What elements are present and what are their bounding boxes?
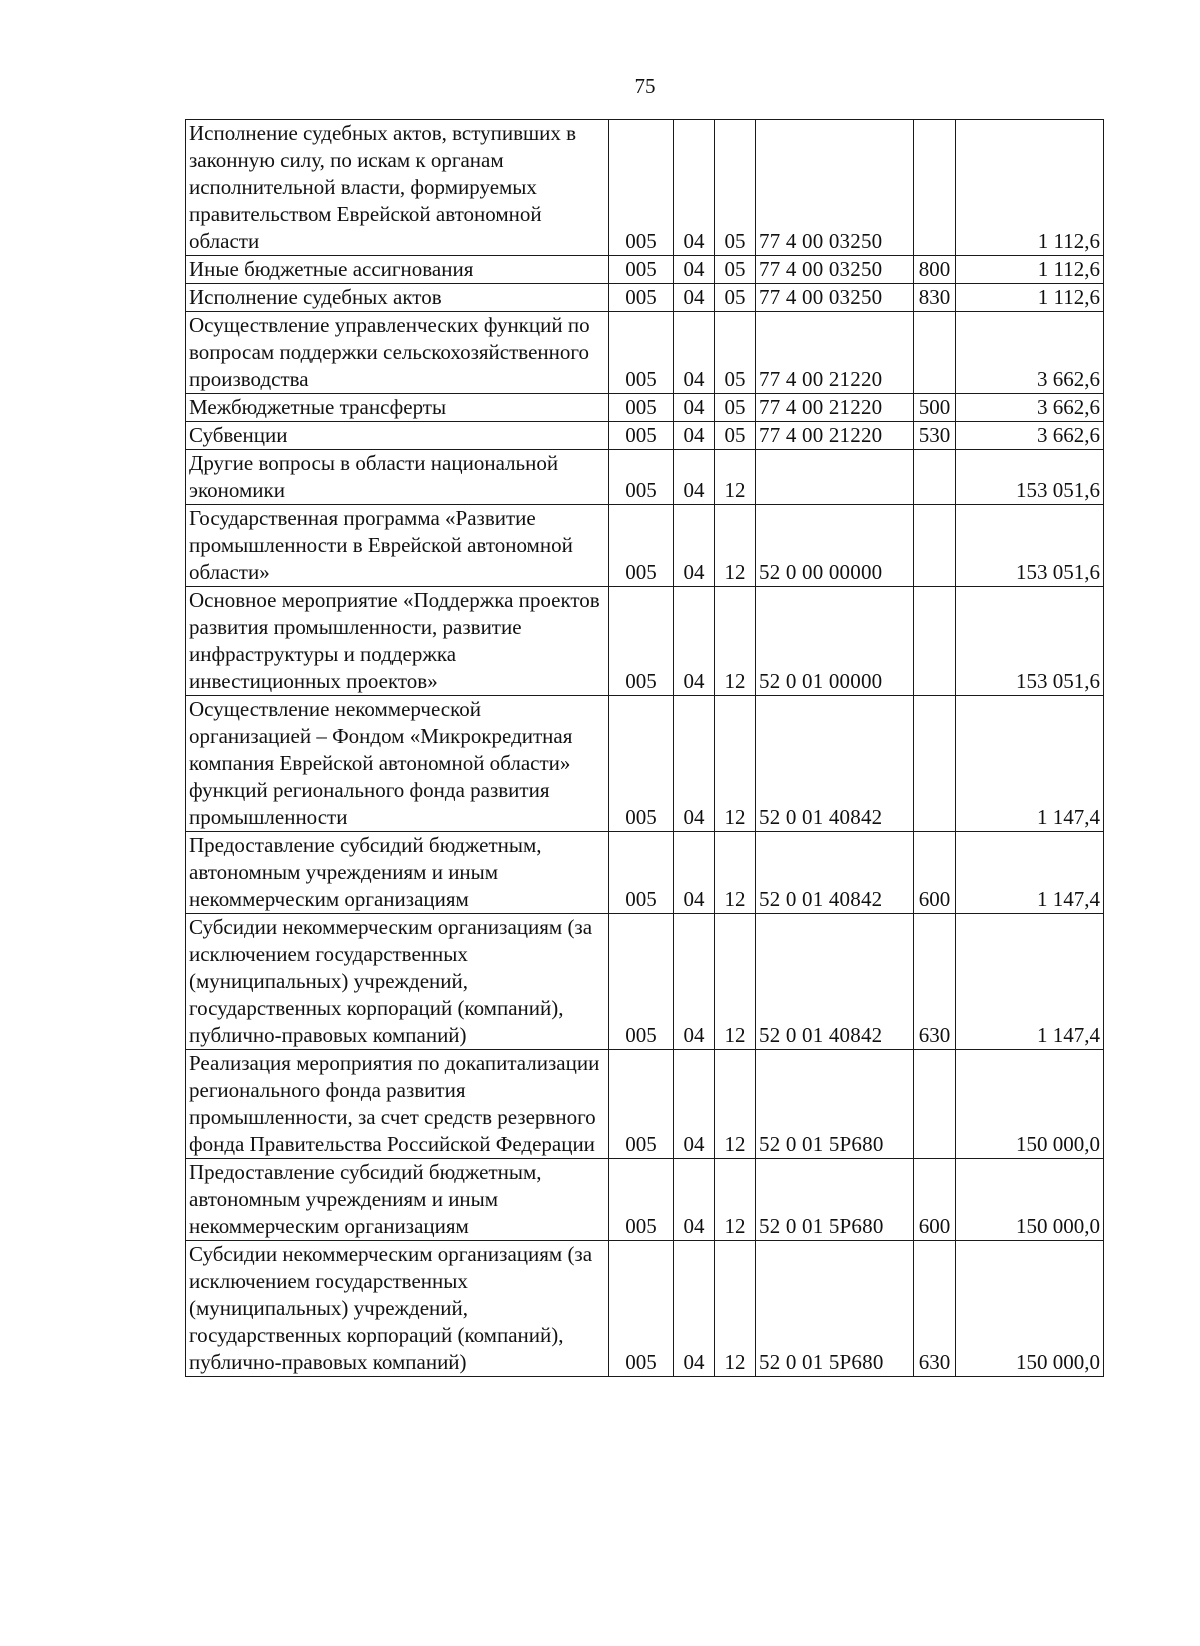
- row-section-cell: 04: [674, 422, 715, 450]
- row-name-cell: Субвенции: [186, 422, 609, 450]
- table-row: [186, 914, 1104, 1050]
- row-name-cell: Предоставление субсидий бюджетным, автономным учреждениям и иным некоммерческим организациям: [186, 1159, 609, 1241]
- row-admin-code-cell: 005: [609, 914, 674, 1050]
- row-amount-cell: 153 051,6: [956, 587, 1104, 696]
- row-expense-type-cell: [914, 1050, 956, 1159]
- row-section-cell: 04: [674, 120, 715, 256]
- table-row: [186, 587, 1104, 696]
- table-row: [186, 832, 1104, 914]
- row-name-cell: Исполнение судебных актов: [186, 284, 609, 312]
- row-expense-type-cell: [914, 505, 956, 587]
- table-row: [186, 450, 1104, 505]
- table-row: [186, 256, 1104, 284]
- row-amount-cell: 1 112,6: [956, 256, 1104, 284]
- row-expense-type-cell: 830: [914, 284, 956, 312]
- row-section-cell: 04: [674, 1050, 715, 1159]
- row-target-article-cell: 52 0 01 5P680: [756, 1159, 914, 1241]
- row-admin-code-cell: 005: [609, 696, 674, 832]
- row-admin-code-cell: 005: [609, 450, 674, 505]
- row-admin-code-cell: 005: [609, 120, 674, 256]
- row-expense-type-cell: 530: [914, 422, 956, 450]
- table-row: [186, 120, 1104, 256]
- row-section-cell: 04: [674, 450, 715, 505]
- row-name-cell: Осуществление управленческих функций по вопросам поддержки сельскохозяйственного производства: [186, 312, 609, 394]
- row-target-article-cell: 77 4 00 21220: [756, 422, 914, 450]
- row-subsection-cell: 05: [715, 394, 756, 422]
- row-target-article-cell: 77 4 00 03250: [756, 256, 914, 284]
- budget-table: [185, 119, 1104, 1377]
- row-expense-type-cell: 600: [914, 832, 956, 914]
- row-name-cell: Реализация мероприятия по докапитализации регионального фонда развития промышленности, за счет средств резервного фонда Правительства Российской Федерации: [186, 1050, 609, 1159]
- row-target-article-cell: 52 0 00 00000: [756, 505, 914, 587]
- row-section-cell: 04: [674, 587, 715, 696]
- row-subsection-cell: 12: [715, 505, 756, 587]
- row-subsection-cell: 12: [715, 587, 756, 696]
- table-row: [186, 312, 1104, 394]
- table-row: [186, 422, 1104, 450]
- row-target-article-cell: 52 0 01 5P680: [756, 1241, 914, 1377]
- row-expense-type-cell: [914, 450, 956, 505]
- table-row: [186, 1159, 1104, 1241]
- row-name-cell: Предоставление субсидий бюджетным, автономным учреждениям и иным некоммерческим организациям: [186, 832, 609, 914]
- row-admin-code-cell: 005: [609, 394, 674, 422]
- row-section-cell: 04: [674, 312, 715, 394]
- row-admin-code-cell: 005: [609, 505, 674, 587]
- row-amount-cell: 1 147,4: [956, 832, 1104, 914]
- row-expense-type-cell: [914, 696, 956, 832]
- row-admin-code-cell: 005: [609, 1241, 674, 1377]
- row-target-article-cell: 52 0 01 40842: [756, 914, 914, 1050]
- row-expense-type-cell: 500: [914, 394, 956, 422]
- row-target-article-cell: 52 0 01 40842: [756, 696, 914, 832]
- row-name-cell: Исполнение судебных актов, вступивших в законную силу, по искам к органам исполнительной власти, формируемых правительством Еврейской автономной области: [186, 120, 609, 256]
- row-admin-code-cell: 005: [609, 1159, 674, 1241]
- budget-table-body: [186, 120, 1104, 1377]
- row-expense-type-cell: 630: [914, 914, 956, 1050]
- row-section-cell: 04: [674, 1241, 715, 1377]
- row-amount-cell: 3 662,6: [956, 312, 1104, 394]
- row-section-cell: 04: [674, 256, 715, 284]
- row-expense-type-cell: 600: [914, 1159, 956, 1241]
- row-section-cell: 04: [674, 696, 715, 832]
- table-row: [186, 1050, 1104, 1159]
- row-section-cell: 04: [674, 1159, 715, 1241]
- row-name-cell: Межбюджетные трансферты: [186, 394, 609, 422]
- row-amount-cell: 150 000,0: [956, 1241, 1104, 1377]
- row-expense-type-cell: [914, 587, 956, 696]
- row-target-article-cell: 77 4 00 21220: [756, 312, 914, 394]
- row-target-article-cell: 77 4 00 21220: [756, 394, 914, 422]
- row-target-article-cell: [756, 450, 914, 505]
- row-expense-type-cell: 800: [914, 256, 956, 284]
- row-name-cell: Иные бюджетные ассигнования: [186, 256, 609, 284]
- table-row: [186, 505, 1104, 587]
- row-name-cell: Субсидии некоммерческим организациям (за исключением государственных (муниципальных) учреждений, государственных корпораций (компаний), публично-правовых компаний): [186, 1241, 609, 1377]
- row-subsection-cell: 12: [715, 1050, 756, 1159]
- row-subsection-cell: 12: [715, 450, 756, 505]
- row-section-cell: 04: [674, 284, 715, 312]
- row-subsection-cell: 05: [715, 312, 756, 394]
- row-subsection-cell: 05: [715, 256, 756, 284]
- row-subsection-cell: 05: [715, 284, 756, 312]
- row-subsection-cell: 12: [715, 1241, 756, 1377]
- row-expense-type-cell: [914, 120, 956, 256]
- row-amount-cell: 1 112,6: [956, 120, 1104, 256]
- row-amount-cell: 1 112,6: [956, 284, 1104, 312]
- row-admin-code-cell: 005: [609, 284, 674, 312]
- row-target-article-cell: 77 4 00 03250: [756, 284, 914, 312]
- row-admin-code-cell: 005: [609, 256, 674, 284]
- row-amount-cell: 150 000,0: [956, 1050, 1104, 1159]
- page-number: 75: [634, 74, 656, 98]
- row-section-cell: 04: [674, 832, 715, 914]
- row-subsection-cell: 12: [715, 914, 756, 1050]
- table-row: [186, 284, 1104, 312]
- row-section-cell: 04: [674, 914, 715, 1050]
- row-expense-type-cell: [914, 312, 956, 394]
- row-expense-type-cell: 630: [914, 1241, 956, 1377]
- row-name-cell: Основное мероприятие «Поддержка проектов развития промышленности, развитие инфраструктуры и поддержка инвестиционных проектов»: [186, 587, 609, 696]
- row-name-cell: Другие вопросы в области национальной экономики: [186, 450, 609, 505]
- row-admin-code-cell: 005: [609, 587, 674, 696]
- row-amount-cell: 3 662,6: [956, 422, 1104, 450]
- row-amount-cell: 1 147,4: [956, 914, 1104, 1050]
- table-row: [186, 394, 1104, 422]
- row-admin-code-cell: 005: [609, 422, 674, 450]
- row-target-article-cell: 52 0 01 5P680: [756, 1050, 914, 1159]
- row-subsection-cell: 12: [715, 1159, 756, 1241]
- row-name-cell: Субсидии некоммерческим организациям (за исключением государственных (муниципальных) учреждений, государственных корпораций (компаний), публично-правовых компаний): [186, 914, 609, 1050]
- row-subsection-cell: 05: [715, 120, 756, 256]
- row-amount-cell: 1 147,4: [956, 696, 1104, 832]
- row-amount-cell: 150 000,0: [956, 1159, 1104, 1241]
- row-target-article-cell: 77 4 00 03250: [756, 120, 914, 256]
- row-section-cell: 04: [674, 394, 715, 422]
- table-row: [186, 696, 1104, 832]
- row-target-article-cell: 52 0 01 00000: [756, 587, 914, 696]
- row-subsection-cell: 12: [715, 832, 756, 914]
- row-name-cell: Государственная программа «Развитие промышленности в Еврейской автономной области»: [186, 505, 609, 587]
- row-amount-cell: 3 662,6: [956, 394, 1104, 422]
- row-subsection-cell: 05: [715, 422, 756, 450]
- row-admin-code-cell: 005: [609, 312, 674, 394]
- row-amount-cell: 153 051,6: [956, 450, 1104, 505]
- row-amount-cell: 153 051,6: [956, 505, 1104, 587]
- row-admin-code-cell: 005: [609, 832, 674, 914]
- row-subsection-cell: 12: [715, 696, 756, 832]
- row-section-cell: 04: [674, 505, 715, 587]
- row-name-cell: Осуществление некоммерческой организацией – Фондом «Микрокредитная компания Еврейской автономной области» функций регионального фонда развития промышленности: [186, 696, 609, 832]
- table-row: [186, 1241, 1104, 1377]
- row-admin-code-cell: 005: [609, 1050, 674, 1159]
- row-target-article-cell: 52 0 01 40842: [756, 832, 914, 914]
